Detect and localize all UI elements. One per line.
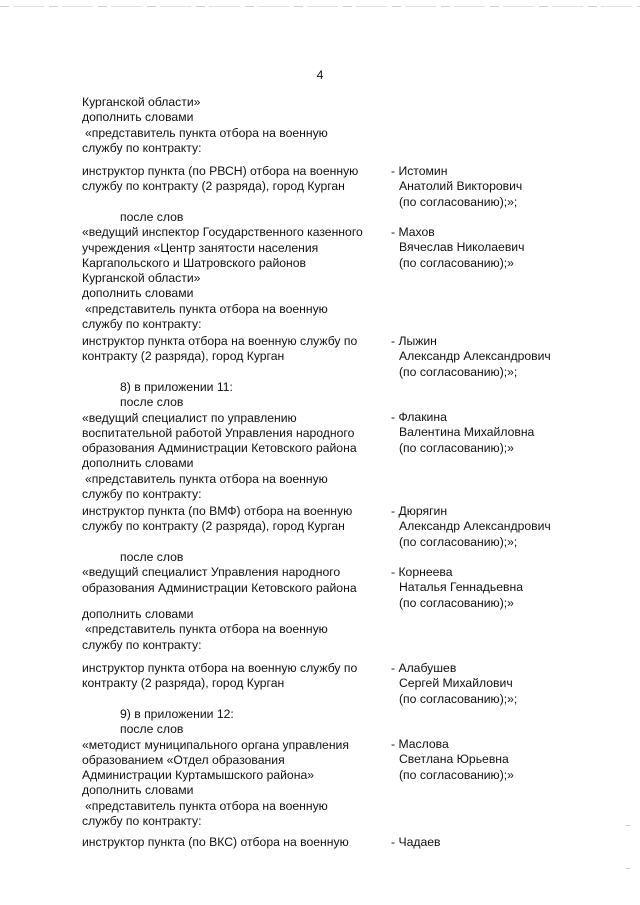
text-line: дополнить словами [82, 783, 194, 798]
person-surname: - Лыжин [391, 334, 437, 348]
person-entry [391, 334, 571, 380]
text-line: образования Администрации Кетовского района [82, 580, 357, 595]
person-given-names: Александр Александрович [399, 519, 551, 534]
text-line: «представитель пункта отбора на военную [85, 471, 328, 486]
person-surname: - Махов [391, 225, 435, 239]
text-block [82, 835, 388, 850]
text-block [82, 707, 388, 829]
person-entry [391, 504, 571, 550]
text-line: службу по контракту: [82, 637, 202, 652]
text-line: дополнить словами [82, 110, 194, 125]
text-line: инструктор пункта (по РВСН) отбора на военную [82, 164, 359, 178]
text-line: «представитель пункта отбора на военную [85, 798, 328, 813]
person-entry [391, 410, 571, 456]
text-line: «представитель пункта отбора на военную [85, 622, 328, 637]
text-line: контракту (2 разряда), город Курган [82, 676, 285, 691]
person-given-names: Наталья Геннадьевна [399, 580, 524, 595]
text-block [82, 210, 388, 332]
text-line: образованием «Отдел образования [82, 752, 285, 767]
text-line: дополнить словами [82, 286, 194, 301]
person-given-names: Александр Александрович [399, 349, 551, 364]
person-approval-note: (по согласованию);» [399, 767, 514, 782]
text-line: инструктор пункта (по ВМФ) отбора на военную [82, 504, 353, 518]
person-given-names: Анатолий Викторович [399, 179, 523, 194]
text-line: инструктор пункта отбора на военную службу по [82, 661, 358, 675]
text-line: Курганской области» [82, 95, 201, 109]
text-line: дополнить словами [82, 456, 194, 471]
person-entry [391, 661, 571, 707]
text-line: воспитательной работой Управления народного [82, 425, 355, 440]
text-block [82, 164, 388, 195]
text-block [82, 607, 388, 653]
person-approval-note: (по согласованию);»; [399, 534, 518, 549]
text-line: образования Администрации Кетовского района [82, 441, 357, 456]
person-entry [391, 164, 571, 210]
scan-top-edge [0, 0, 640, 14]
text-line: после слов [120, 210, 184, 224]
text-block [82, 380, 388, 502]
text-line: Каргапольского и Шатровского районов [82, 255, 307, 270]
text-line: Администрации Куртамышского района» [82, 768, 314, 783]
text-block [82, 661, 388, 692]
person-approval-note: (по согласованию);» [399, 440, 514, 455]
right-margin-mark [626, 825, 630, 826]
text-block [82, 334, 388, 365]
person-surname: - Чадаев [391, 835, 441, 849]
text-line: службу по контракту (2 разряда), город Курган [82, 519, 345, 534]
person-surname: - Флакина [391, 410, 447, 424]
text-line: контракту (2 разряда), город Курган [82, 349, 285, 364]
text-line: после слов [120, 722, 184, 737]
person-entry [391, 225, 571, 271]
person-surname: - Корнеева [391, 565, 453, 579]
person-entry [391, 835, 571, 850]
text-line: «представитель пункта отбора на военную [85, 301, 328, 316]
person-approval-note: (по согласованию);» [399, 255, 514, 270]
person-given-names: Вячеслав Николаевич [399, 240, 525, 255]
person-given-names: Сергей Михайлович [399, 676, 513, 691]
person-surname: - Дюрягин [391, 504, 448, 518]
person-given-names: Валентина Михайловна [399, 425, 535, 440]
text-line: службу по контракту: [82, 317, 202, 332]
text-line: «ведущий специалист Управления народного [82, 565, 341, 580]
text-line: службу по контракту: [82, 487, 202, 502]
text-line: службу по контракту: [82, 140, 202, 155]
text-line: инструктор пункта (по ВКС) отбора на военную [82, 835, 349, 849]
text-line: 9) в приложении 12: [120, 707, 234, 721]
text-line: после слов [120, 550, 184, 564]
person-approval-note: (по согласованию);»; [399, 364, 518, 379]
text-line: 8) в приложении 11: [120, 380, 233, 394]
text-line: «представитель пункта отбора на военную [85, 125, 328, 140]
text-block [82, 95, 388, 156]
person-approval-note: (по согласованию);»; [399, 691, 518, 706]
person-surname: - Истомин [391, 164, 448, 178]
text-line: службу по контракту: [82, 814, 202, 829]
right-margin-mark [626, 868, 630, 869]
text-line: «ведущий специалист по управлению [82, 410, 297, 425]
person-surname: - Маслова [391, 737, 449, 751]
person-approval-note: (по согласованию);»; [399, 194, 518, 209]
text-line: «ведущий инспектор Государственного казенного [82, 225, 363, 240]
text-line: дополнить словами [82, 607, 194, 621]
text-line: после слов [120, 395, 184, 410]
text-line: службу по контракту (2 разряда), город Курган [82, 179, 345, 194]
person-approval-note: (по согласованию);» [399, 595, 514, 610]
person-given-names: Светлана Юрьевна [399, 752, 509, 767]
person-entry [391, 565, 571, 611]
person-entry [391, 737, 571, 783]
text-line: Курганской области» [82, 271, 201, 286]
text-line: «методист муниципального органа управления [82, 737, 349, 752]
text-line: учреждения «Центр занятости населения [82, 240, 319, 255]
text-line: инструктор пункта отбора на военную службу по [82, 334, 358, 348]
page-number: 4 [316, 68, 324, 82]
person-surname: - Алабушев [391, 661, 457, 675]
text-block [82, 504, 388, 535]
text-block [82, 550, 388, 596]
